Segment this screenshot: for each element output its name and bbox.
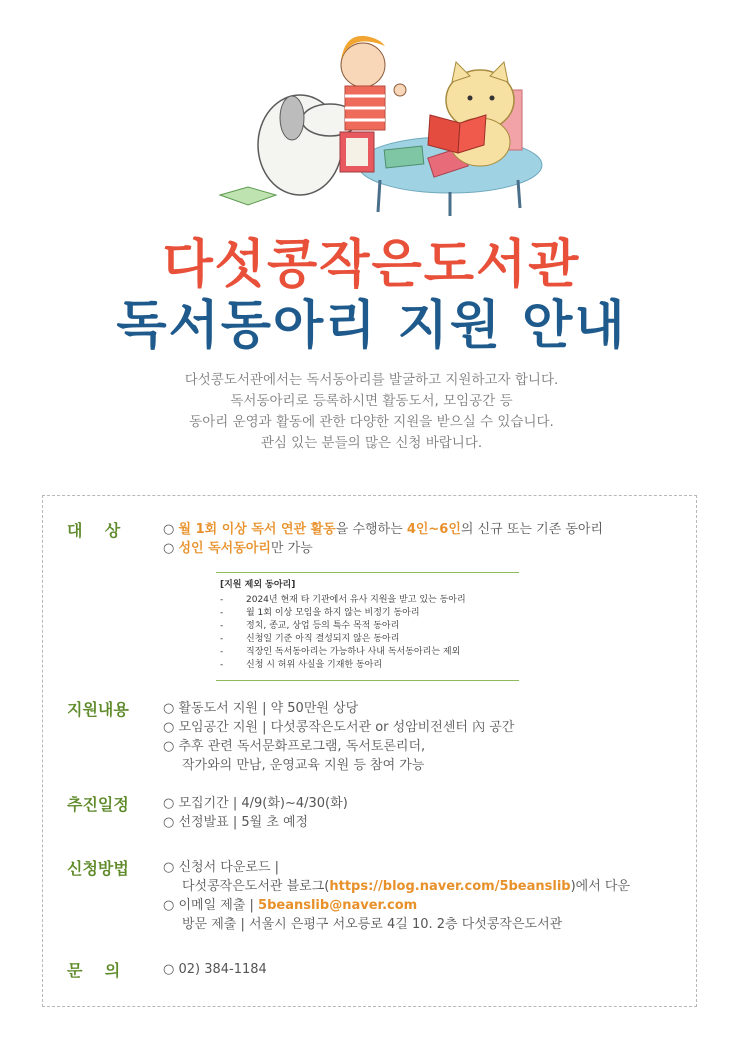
page-title-support-guide: 독서동아리 지원 안내 xyxy=(116,296,627,356)
schedule-line: ○ 선정발표 | 5월 초 예정 xyxy=(163,815,309,830)
dash: - xyxy=(220,595,224,605)
target-text: 을 수행하는 xyxy=(335,522,407,537)
blog-link[interactable]: https://blog.naver.com/5beanslib xyxy=(329,879,571,894)
intro-line: 동아리 운영과 활동에 관한 다양한 지원을 받으실 수 있습니다. xyxy=(189,414,554,430)
reading-illustration xyxy=(180,20,560,220)
exclusion-item xyxy=(220,659,515,672)
apply-text: 다섯콩작은도서관 블로그( xyxy=(182,879,330,894)
target-line-1 xyxy=(163,520,603,539)
apply-text: )에서 다운 xyxy=(570,879,631,894)
exclusion-item xyxy=(220,620,515,633)
apply-download: ○ 신청서 다운로드 | xyxy=(163,860,280,875)
dash: - xyxy=(220,621,224,631)
target-activity: 월 1회 이상 독서 연관 활동 xyxy=(178,522,336,537)
exclusion-box xyxy=(216,572,519,681)
apply-blog-line xyxy=(163,877,630,896)
exclusion-item xyxy=(220,633,515,646)
apply-email-line xyxy=(163,896,630,915)
exclusion-item xyxy=(220,646,515,659)
exclusion-text: 직장인 독서동아리는 가능하나 사내 독서동아리는 제외 xyxy=(246,647,461,657)
contact-label: 문 의 xyxy=(67,961,121,980)
bullet: ○ xyxy=(163,541,179,556)
schedule-line: ○ 모집기간 | 4/9(화)~4/30(화) xyxy=(163,796,348,811)
support-label: 지원내용 xyxy=(67,700,129,719)
target-label: 대 상 xyxy=(67,521,121,540)
exclusion-item xyxy=(220,594,515,607)
apply-label: 신청방법 xyxy=(67,859,129,878)
dash: - xyxy=(220,660,224,670)
bullet: ○ xyxy=(163,522,179,537)
page-title-library: 다섯콩작은도서관 xyxy=(162,235,581,295)
exclusion-heading: [지원 제외 동아리] xyxy=(220,580,296,590)
intro-text xyxy=(0,370,743,454)
dash: - xyxy=(220,634,224,644)
apply-visit: 방문 제출 | 서울시 은평구 서오릉로 4길 10. 2층 다섯콩작은도서관 xyxy=(182,917,563,932)
intro-line: 독서동아리로 등록하시면 활동도서, 모임공간 등 xyxy=(230,393,513,409)
exclusion-item xyxy=(220,607,515,620)
target-text: 의 신규 또는 기존 동아리 xyxy=(460,522,604,537)
target-text: 만 가능 xyxy=(270,541,313,556)
target-members: 4인~6인 xyxy=(406,522,461,537)
contact-content xyxy=(163,960,267,979)
intro-line: 관심 있는 분들의 많은 신청 바랍니다. xyxy=(260,435,483,451)
apply-text: ○ 이메일 제출 | xyxy=(163,898,259,913)
schedule-content xyxy=(163,794,348,832)
exclusion-text: 월 1회 이상 모임을 하지 않는 비정기 동아리 xyxy=(246,608,420,618)
exclusion-text: 2024년 현재 타 기관에서 유사 지원을 받고 있는 동아리 xyxy=(246,595,466,605)
support-line: 작가와의 만남, 운영교육 지원 등 참여 가능 xyxy=(182,758,425,773)
dash: - xyxy=(220,608,224,618)
contact-phone: ○ 02) 384-1184 xyxy=(163,962,267,977)
support-line: ○ 활동도서 지원 | 약 50만원 상당 xyxy=(163,701,359,716)
exclusion-text: 정치, 종교, 상업 등의 특수 목적 동아리 xyxy=(246,621,400,631)
support-line: ○ 모임공간 지원 | 다섯콩작은도서관 or 성암비전센터 內 공간 xyxy=(163,720,515,735)
support-content xyxy=(163,699,514,775)
intro-line: 다섯콩도서관에서는 독서동아리를 발굴하고 지원하고자 합니다. xyxy=(184,372,559,388)
email-link[interactable]: 5beanslib@naver.com xyxy=(258,898,418,913)
dash: - xyxy=(220,647,224,657)
apply-content xyxy=(163,858,630,934)
target-line-2 xyxy=(163,539,603,558)
schedule-label: 추진일정 xyxy=(67,795,129,814)
target-content xyxy=(163,520,603,558)
target-adult: 성인 독서동아리 xyxy=(178,541,271,556)
support-line: ○ 추후 관련 독서문화프로그램, 독서토론리더, xyxy=(163,739,426,754)
exclusion-text: 신청 시 허위 사실을 기재한 동아리 xyxy=(246,660,383,670)
exclusion-text: 신청일 기준 아직 결성되지 않은 동아리 xyxy=(246,634,400,644)
